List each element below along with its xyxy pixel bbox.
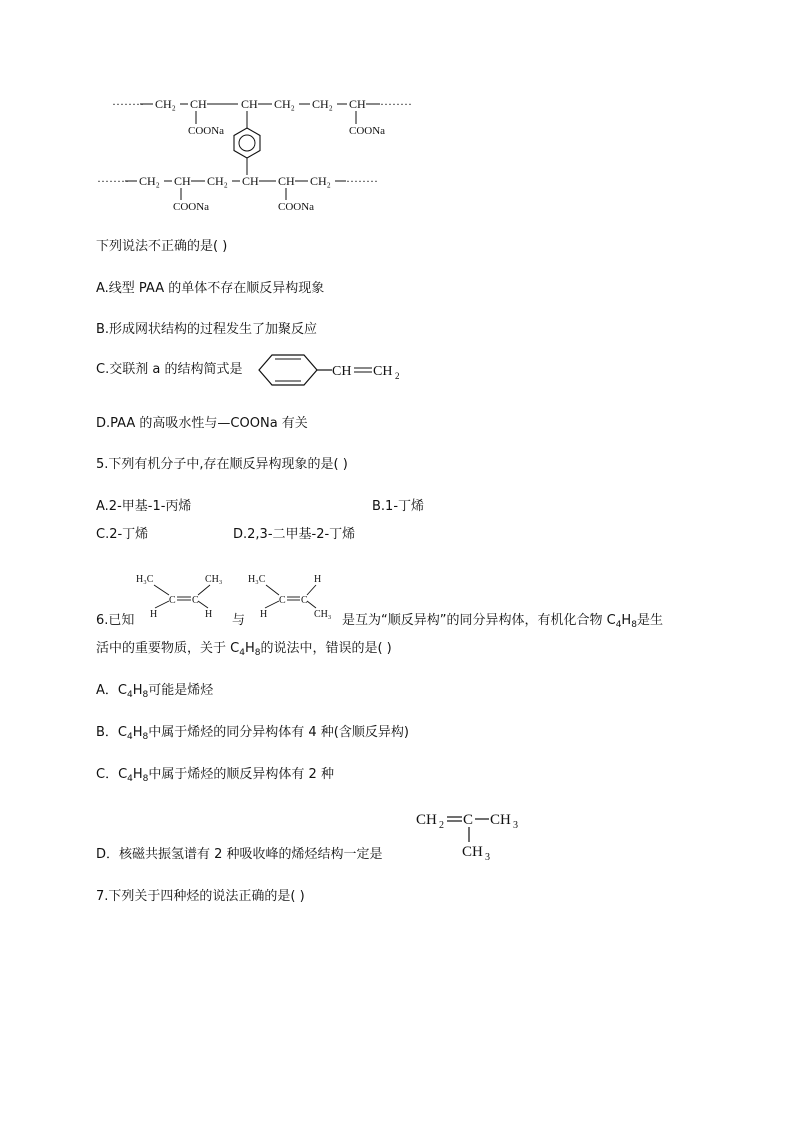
iso-left: CH [416, 812, 437, 828]
q4-option-b: B.形成网状结构的过程发生了加聚反应 [96, 322, 318, 337]
bottom-g5: CH [278, 174, 295, 188]
q6-c-h: H [132, 767, 143, 782]
q6-option-b [96, 725, 409, 741]
q5-stem: 5.下列有机分子中,存在顺反异构现象的是( ) [96, 457, 348, 472]
trans-butene-structure [244, 570, 344, 626]
s1-tr: CH₃ [205, 574, 223, 585]
q6-b-h-count: 8 [142, 732, 149, 742]
isobutylene-structure [412, 805, 552, 865]
q6-h-letter: H [621, 613, 632, 628]
q6-c-count-2: 4 [239, 648, 245, 658]
iso-left-sub: 2 [439, 820, 444, 831]
bottom-sub1: COONa [173, 201, 210, 213]
q6-c-c: 4 [127, 774, 133, 784]
q6-c-post: 中属于烯烃的顺反异构体有 2 种 [148, 767, 334, 782]
s2-c1: C [279, 595, 286, 606]
bottom-sub2: COONa [278, 201, 315, 213]
top-g5: CH₂ [312, 97, 333, 111]
q6-connector: 与 [232, 613, 246, 628]
bottom-g1: CH₂ [139, 174, 160, 188]
q7-stem: 7.下列关于四种烃的说法正确的是( ) [96, 889, 305, 904]
q6-b-c: 4 [127, 732, 133, 742]
q6-c-h-count: 8 [142, 774, 149, 784]
bottom-g4: CH [242, 174, 259, 188]
q6-h-count: 8 [631, 620, 637, 630]
s2-c2: C [301, 595, 308, 606]
q6-a-h-count: 8 [142, 690, 149, 700]
styrene-ch2: CH [373, 364, 393, 379]
bottom-g2: CH [174, 174, 191, 188]
top-sub1: COONa [188, 125, 225, 137]
styrene-ch2-sub: 2 [395, 371, 400, 381]
q5-option-c: C.2-丁烯 [96, 527, 149, 542]
bottom-g3: CH₂ [207, 174, 228, 188]
q6-prefix: 6.已知 [96, 613, 135, 628]
bottom-dots-left: ········ [97, 174, 129, 188]
q5-option-d: D.2,3-二甲基-2-丁烯 [233, 527, 356, 542]
s2-tr: H [314, 574, 322, 585]
s1-tl: H₃C [136, 574, 154, 585]
q6-c-pre: C．C [96, 767, 128, 782]
s2-tl: H₃C [248, 574, 266, 585]
q4-option-a: A.线型 PAA 的单体不存在顺反异构现象 [96, 281, 325, 296]
top-g4: CH₂ [274, 97, 295, 111]
q6-a-c: 4 [126, 690, 133, 700]
cis-butene-structure [132, 570, 232, 626]
top-dots-left: ········ [112, 97, 144, 111]
top-g6: CH [349, 97, 366, 111]
polymer-structure [0, 0, 793, 225]
s2-br: CH₃ [314, 609, 332, 620]
q6-h-letter-2: H [244, 641, 255, 656]
top-g1: CH₂ [155, 97, 176, 111]
q6-b-pre: B．C [96, 725, 127, 740]
benzene-ring-icon [234, 128, 260, 158]
q5-option-a: A.2-甲基-1-丙烯 [96, 499, 192, 514]
q6-a-pre: A．C [96, 683, 127, 698]
s1-c2: C [192, 595, 199, 606]
top-dots-right: ········ [380, 97, 412, 111]
q6-line2-pre: 活中的重要物质，关于 C [96, 641, 240, 656]
iso-right: CH [490, 812, 511, 828]
q4-option-c: C.交联剂 a 的结构简式是 [96, 362, 243, 377]
styrene-structure [256, 350, 426, 390]
q6-b-h: H [132, 725, 143, 740]
s1-br: H [205, 609, 213, 620]
q4-option-d: D.PAA 的高吸水性与—COONa 有关 [96, 416, 308, 431]
top-g3: CH [241, 97, 258, 111]
s1-bl: H [150, 609, 158, 620]
q6-a-post: 可能是烯烃 [148, 683, 214, 698]
q6-suffix-post: 是生 [636, 613, 663, 628]
q6-line2-post: 的说法中，错误的是( ) [260, 641, 392, 656]
q6-b-post: 中属于烯烃的同分异构体有 4 种(含顺反异构) [148, 725, 409, 740]
top-g2: CH [190, 97, 207, 111]
benzene-ring-icon [259, 355, 317, 385]
bottom-g6: CH₂ [310, 174, 331, 188]
q6-suffix-pre: 是互为“顺反异构”的同分异构体，有机化合物 C [342, 613, 616, 628]
s2-bl: H [260, 609, 268, 620]
q6-c-count: 4 [615, 620, 622, 630]
iso-down-sub: 3 [485, 852, 490, 863]
iso-down: CH [462, 844, 483, 860]
styrene-ch: CH [332, 364, 352, 379]
iso-right-sub: 3 [513, 820, 518, 831]
q6-a-h: H [132, 683, 143, 698]
q4-stem: 下列说法不正确的是( ) [96, 239, 228, 254]
iso-center: C [463, 812, 474, 828]
q6-h-count-2: 8 [254, 648, 261, 658]
s1-c1: C [169, 595, 176, 606]
q6-option-c [96, 767, 334, 783]
q6-stem-line2 [96, 641, 392, 657]
q6-stem-line1 [342, 613, 663, 629]
q5-option-b: B.1-丁烯 [372, 499, 425, 514]
bottom-dots-right: ········ [346, 174, 378, 188]
top-sub2: COONa [349, 125, 386, 137]
q6-option-d: D．核磁共振氢谱有 2 种吸收峰的烯烃结构一定是 [96, 847, 383, 862]
q6-option-a [96, 683, 213, 699]
